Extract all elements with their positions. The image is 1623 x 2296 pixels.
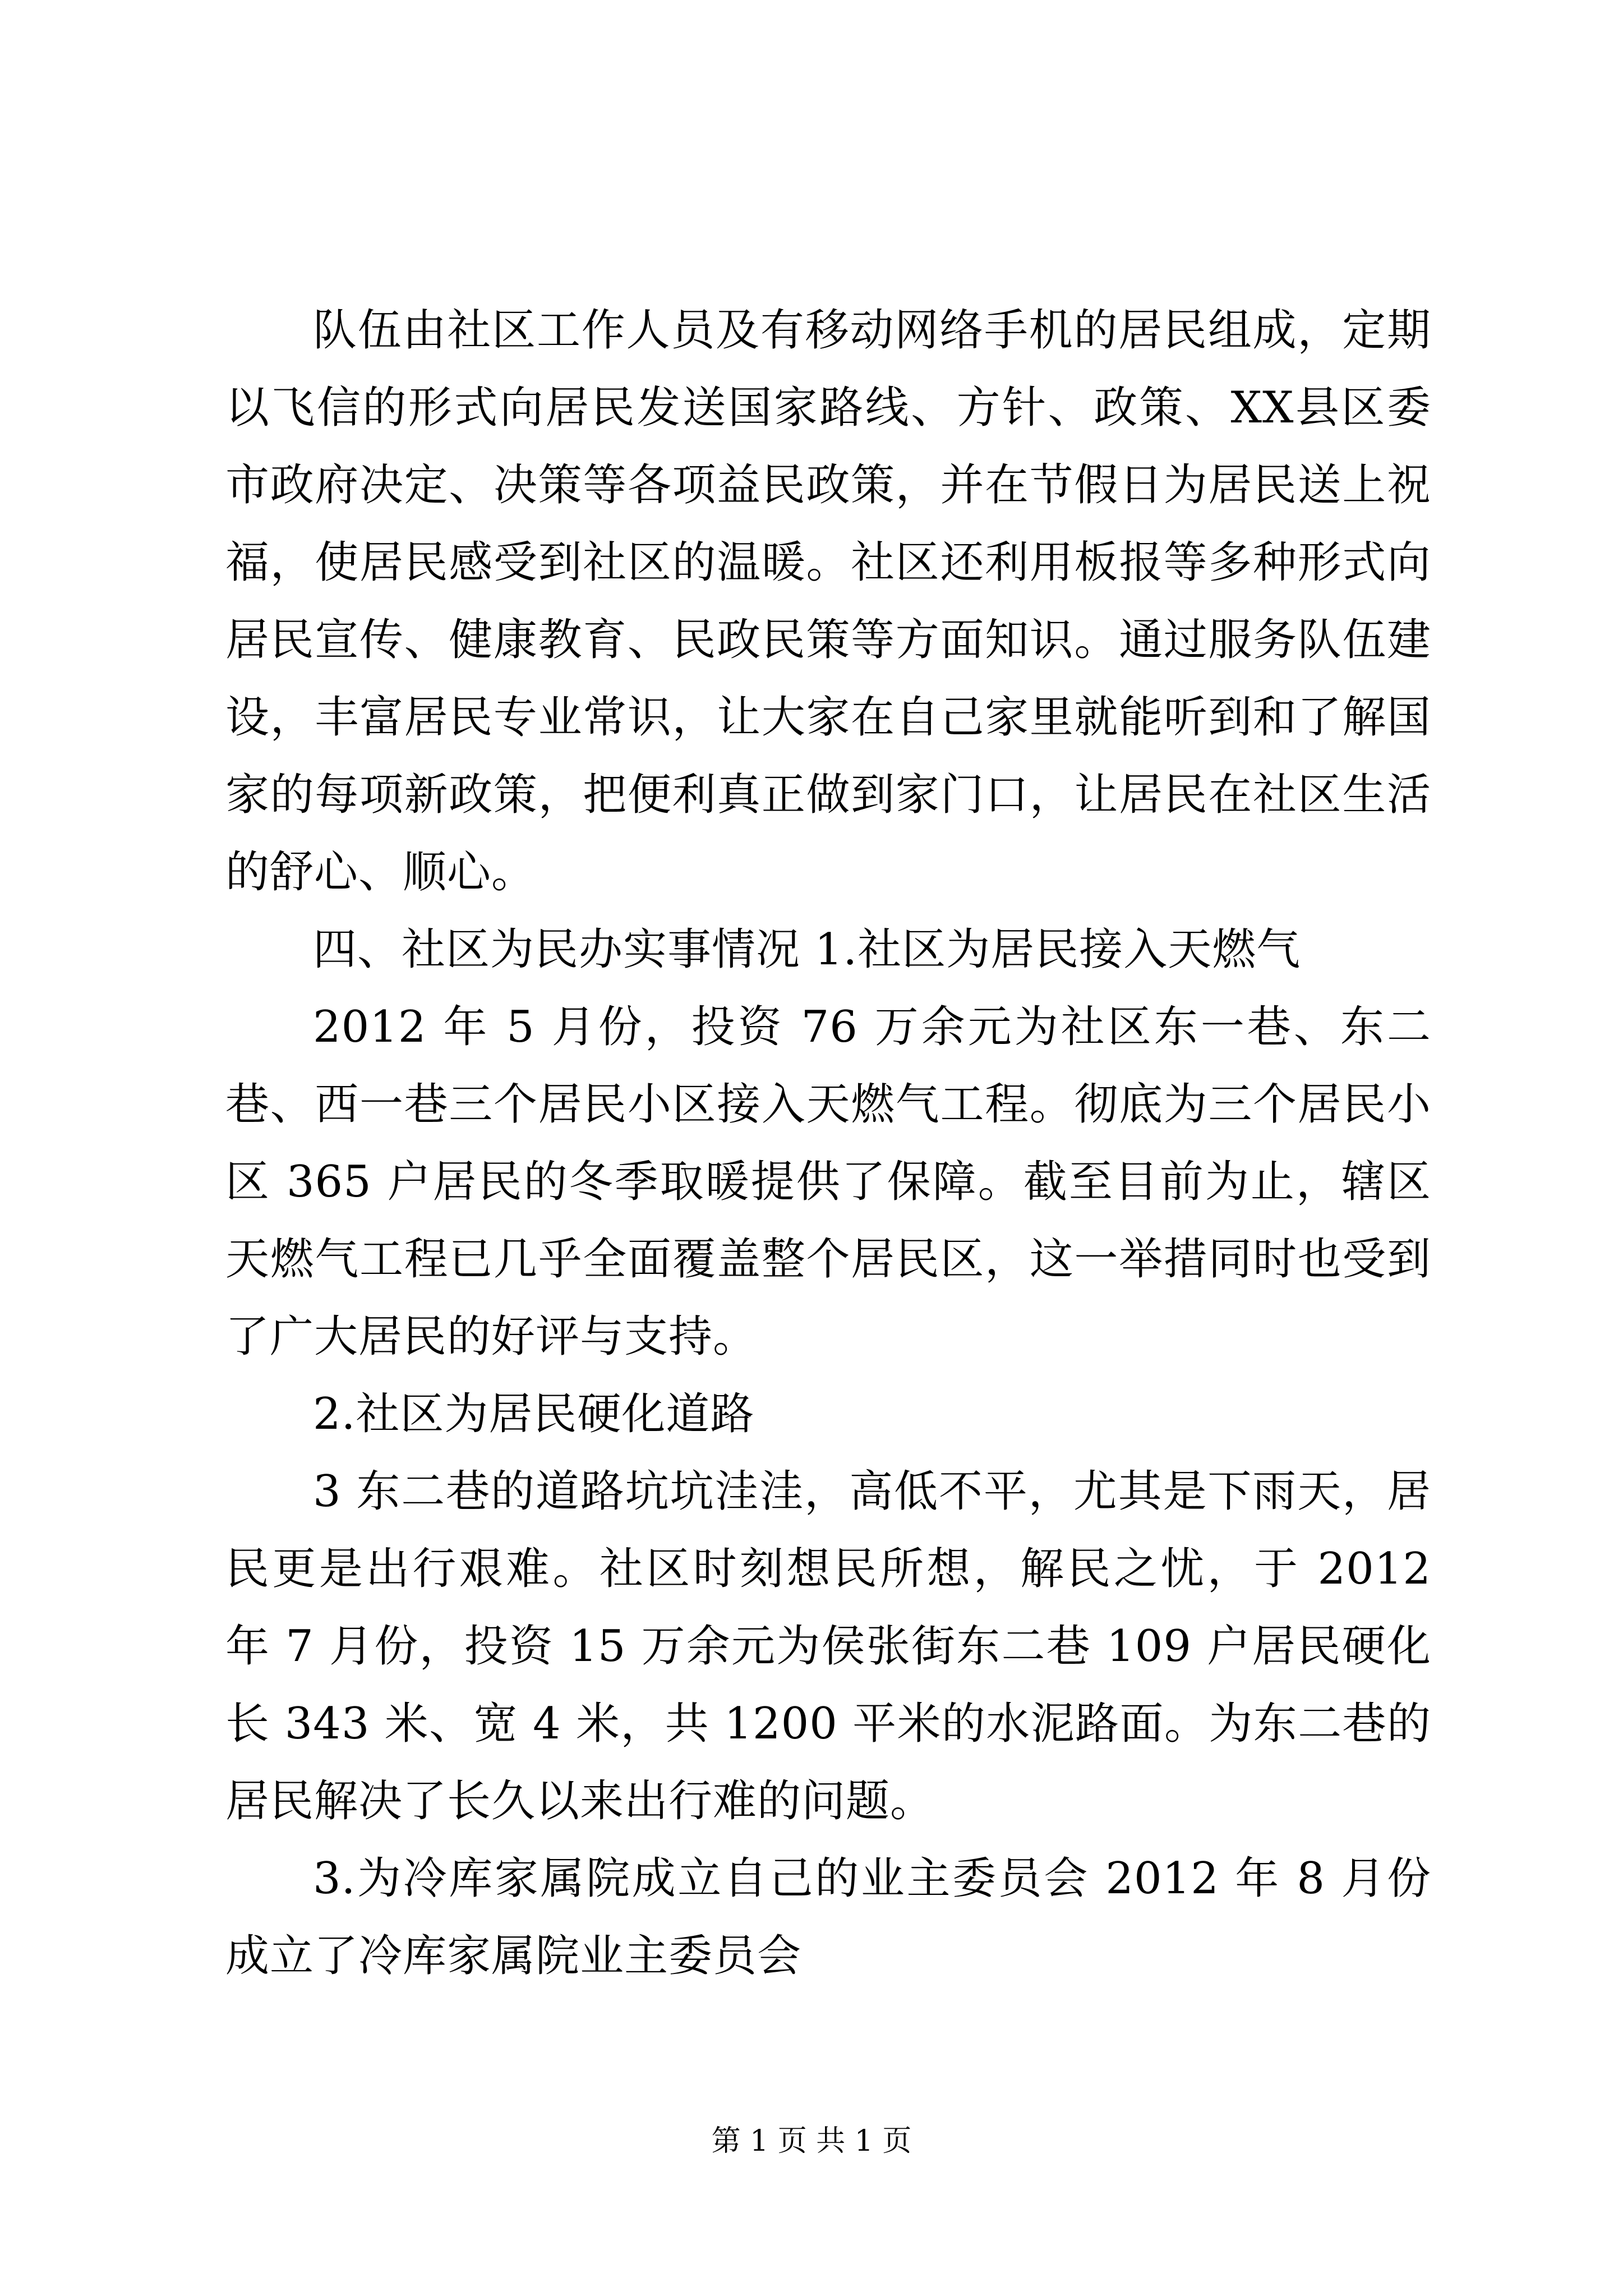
paragraph-owners-committee: 3.为冷库家属院成立自己的业主委员会 2012 年 8 月份成立了冷库家属院业主委员会 xyxy=(225,1853,1431,1981)
paragraph-road-heading: 2.社区为居民硬化道路 xyxy=(313,1389,755,1439)
paragraph-service-team: 队伍由社区工作人员及有移动网络手机的居民组成，定期以飞信的形式向居民发送国家路线、方针、政策、XX县区委市政府决定、决策等各项益民政策，并在节假日为居民送上祝福，使居民感受到社区的温暖。社区还利用板报等多种形式向居民宣传、健康教育、民政民策等方面知识。通过服务队伍建设，丰富居民专业常识，让大家在自己家里就能听到和了解国家的每项新政策，把便利真正做到家门口，让居民在社区生活的舒心、顺心。 xyxy=(225,305,1431,898)
paragraph-road-hardening: 3 东二巷的道路坑坑洼洼，高低不平，尤其是下雨天，居民更是出行艰难。社区时刻想民所想，解民之忧，于 2012 年 7 月份，投资 15 万余元为侯张街东二巷 109 户居民硬化长 343 米、宽 4 米，共 1200 平米的水泥路面。为东二巷的居民解决了长久以来出行难的问题。 xyxy=(225,1466,1431,1826)
document-body xyxy=(225,292,1431,1995)
paragraph-section-heading: 四、社区为民办实事情况 1.社区为居民接入天燃气 xyxy=(313,924,1301,975)
page-footer: 第 1 页 共 1 页 xyxy=(711,2124,912,2158)
paragraph-natural-gas: 2012 年 5 月份，投资 76 万余元为社区东一巷、东二巷、西一巷三个居民小区接入天燃气工程。彻底为三个居民小区 365 户居民的冬季取暖提供了保障。截至目前为止，辖区天燃气工程已几乎全面覆盖整个居民区，这一举措同时也受到了广大居民的好评与支持。 xyxy=(225,1002,1431,1362)
